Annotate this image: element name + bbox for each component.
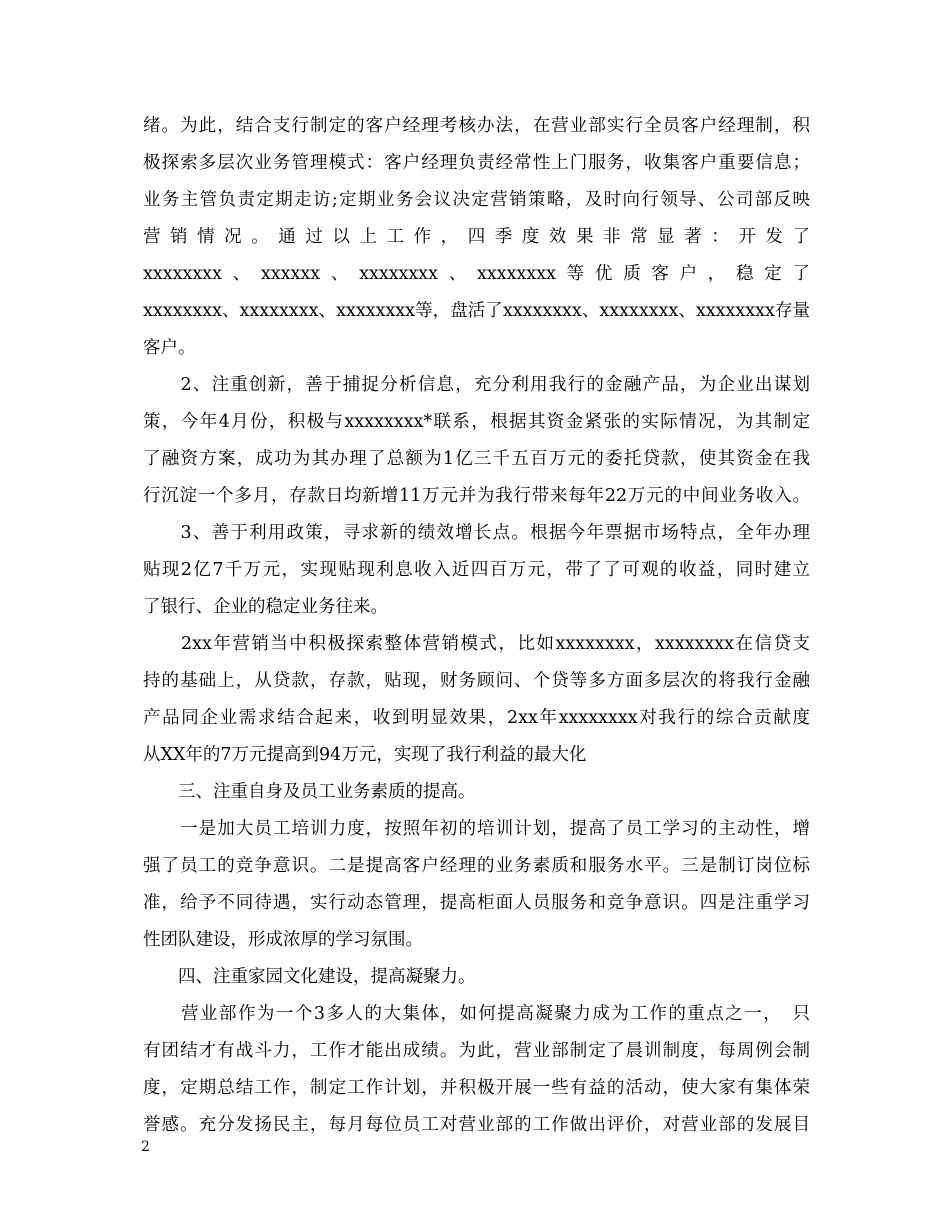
text-line: 一是加大员工培训力度，按照年初的培训计划，提高了员工学习的主动性，增 <box>143 819 810 839</box>
text-line: 度，定期总结工作，制定工作计划，并积极开展一些有益的活动，使大家有集体荣 <box>143 1078 810 1098</box>
text-line: 了融资方案，成功为其办理了总额为1亿三千五百万元的委托贷款，使其资金在我 <box>143 449 810 469</box>
text-line: xxxxxxxx、xxxxxx、xxxxxxxx、xxxxxxxx等优质客户，稳定了 <box>143 264 810 284</box>
text-line: 誉感。充分发扬民主，每月每位员工对营业部的工作做出评价，对营业部的发展目 <box>143 1115 810 1135</box>
text-line: 持的基础上，从贷款，存款，贴现，财务顾问、个贷等多方面多层次的将我行金融 <box>143 671 810 691</box>
text-line: 产品同企业需求结合起来，收到明显效果，2xx年xxxxxxxx对我行的综合贡献度 <box>143 708 810 728</box>
text-line: 性团队建设，形成浓厚的学习氛围。 <box>143 930 423 950</box>
text-line: 策，今年4月份，积极与xxxxxxxx*联系，根据其资金紧张的实际情况，为其制定 <box>143 412 810 432</box>
text-line: 2、注重创新，善于捕捉分析信息，充分利用我行的金融产品，为企业出谋划 <box>143 375 810 395</box>
text-line: 了银行、企业的稳定业务往来。 <box>143 597 388 617</box>
text-line: 贴现2亿7千万元，实现贴现利息收入近四百万元，带了了可观的收益，同时建立 <box>143 560 810 580</box>
text-line: 业务主管负责定期走访;定期业务会议决定营销策略，及时向行领导、公司部反映 <box>143 190 810 210</box>
text-line: 准，给予不同待遇，实行动态管理，提高柜面人员服务和竞争意识。四是注重学习 <box>143 893 810 913</box>
text-line: 从XX年的7万元提高到94万元，实现了我行利益的最大化 <box>143 745 587 765</box>
text-line: 绪。为此，结合支行制定的客户经理考核办法，在营业部实行全员客户经理制，积 <box>143 116 810 136</box>
section-heading: 四、注重家园文化建设，提高凝聚力。 <box>143 967 476 987</box>
text-line: 强了员工的竞争意识。二是提高客户经理的业务素质和服务水平。三是制订岗位标 <box>143 856 810 876</box>
text-line: 客户。 <box>143 338 196 358</box>
text-line: xxxxxxxx、xxxxxxxx、xxxxxxxx等，盘活了xxxxxxxx、xxxxxxxx、xxxxxxxx存量 <box>143 301 810 321</box>
text-line: 营销情况。通过以上工作，四季度效果非常显著：开发了 <box>143 227 810 247</box>
text-line: 2xx年营销当中积极探索整体营销模式，比如xxxxxxxx，xxxxxxxx在信贷支 <box>143 634 810 654</box>
page-number: 2 <box>141 1139 150 1155</box>
text-line: 有团结才有战斗力，工作才能出成绩。为此，营业部制定了晨训制度，每周例会制 <box>143 1041 810 1061</box>
text-line: 行沉淀一个多月，存款日均新增11万元并为我行带来每年22万元的中间业务收入。 <box>143 486 810 506</box>
text-line: 营业部作为一个3多人的大集体，如何提高凝聚力成为工作的重点之一， 只 <box>143 1004 810 1024</box>
text-line: 极探索多层次业务管理模式：客户经理负责经常性上门服务，收集客户重要信息； <box>143 153 810 173</box>
section-heading: 三、注重自身及员工业务素质的提高。 <box>143 782 476 802</box>
text-line: 3、善于利用政策，寻求新的绩效增长点。根据今年票据市场特点，全年办理 <box>143 523 810 543</box>
